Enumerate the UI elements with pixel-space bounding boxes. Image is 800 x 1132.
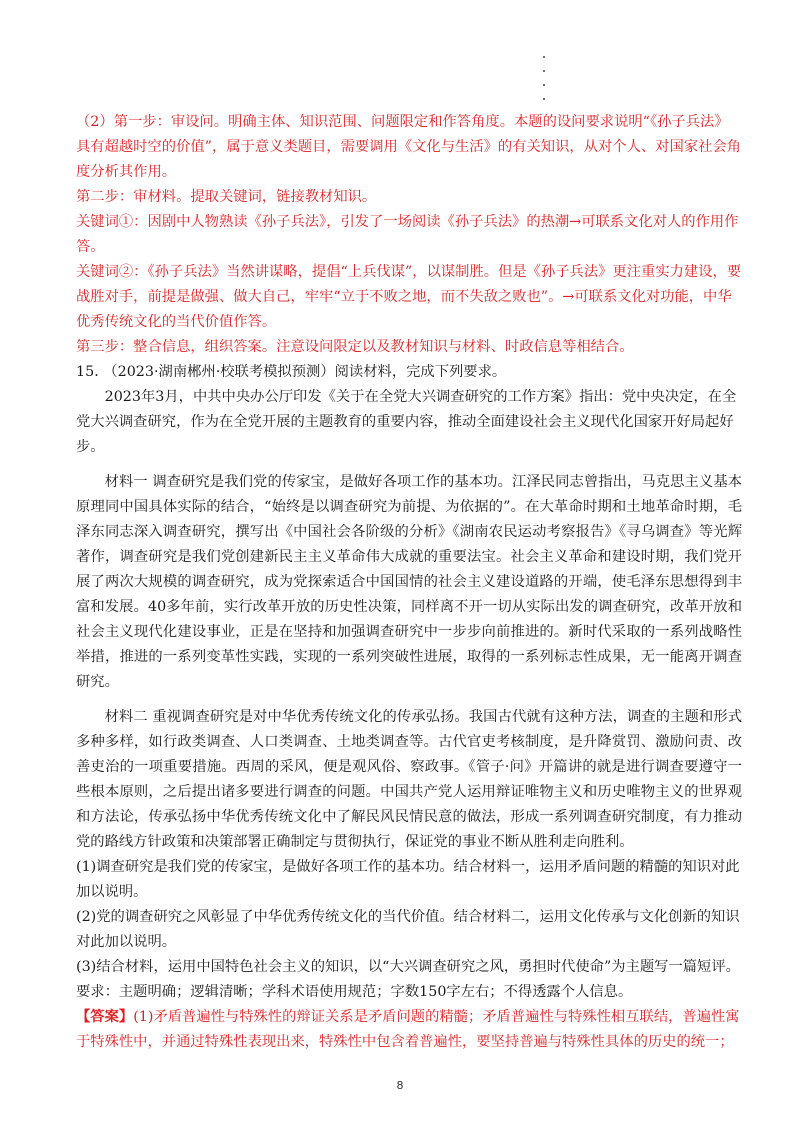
question-header: [76, 360, 742, 385]
answer-text: (1)矛盾普遍性与特殊性的辩证关系是矛盾问题的精髓；矛盾普遍性与特殊性相互联结，普遍性寓于特殊性中，并通过特殊性表现出来，特殊性中包含着普遍性，要坚持普遍与特殊性具体的历史的统一；: [76, 1009, 740, 1050]
analysis-section: [76, 110, 742, 360]
page-number: 8: [396, 1079, 404, 1092]
analysis-step1: （2）第一步：审设问。明确主体、知识范围、问题限定和作答角度。本题的设问要求说明“《孙子兵法》具有超越时空的价值”，属于意义类题目，需要调用《文化与生活》的有关知识，从对个人、对国家社会角度分析其作用。: [76, 114, 741, 180]
answer-section: [76, 1005, 742, 1055]
answer-paragraph: [76, 1005, 742, 1055]
analysis-keyword1: 关键词①：因剧中人物熟读《孙子兵法》，引发了一场阅读《孙子兵法》的热潮→可联系文化对人的作用作答。: [76, 214, 739, 255]
sub-question-1: (1)调查研究是我们党的传家宝，是做好各项工作的基本功。结合材料一，运用矛盾问题的精髓的知识对此加以说明。: [76, 859, 740, 900]
analysis-keyword2: 关键词②：《孙子兵法》当然讲谋略，提倡“上兵伐谋”，以谋制胜。但是《孙子兵法》更注重实力建设，要战胜对手，前提是做强、做大自己，牢牢“立于不败之地，而不失敌之败也”。→可联系文化对功能，中华优秀传统文化的当代价值作答。: [76, 264, 742, 330]
sub-question-2: (2)党的调查研究之风彰显了中华优秀传统文化的当代价值。结合材料二，运用文化传承与文化创新的知识对此加以说明。: [76, 909, 740, 950]
sub-question-3: (3)结合材料，运用中国特色社会主义的知识，以“大兴调查研究之风，勇担时代使命”为主题写一篇短评。: [76, 959, 740, 975]
question-requirement: 要求：主题明确；逻辑清晰；学科术语使用规范；字数150字左右；不得透露个人信息。: [76, 984, 633, 1000]
question-number: 15.: [76, 364, 99, 380]
material-one: 材料一 调查研究是我们党的传家宝，是做好各项工作的基本功。江泽民同志曾指出，马克思主义基本原理同中国具体实际的结合，“始终是以调查研究为前提、为依据的”。在大革命时期和土地革命时期，毛泽东同志深入调查研究，撰写出《中国社会各阶级的分析》《湖南农民运动考察报告》《寻乌调查》等光辉著作，调查研究是我们党创建新民主主义革命伟大成就的重要法宝。社会主义革命和建设时期，我们党开展了两次大规模的调查研究，成为党探索适合中国国情的社会主义建设道路的开端，使毛泽东思想得到丰富和发展。40多年前，实行改革开放的历史性决策，同样离不开一切从实际出发的调查研究，改革开放和社会主义现代化建设事业，正是在坚持和加强调查研究中一步步向前推进的。新时代采取的一系列战略性举措，推进的一系列变革性实践，实现的一系列突破性进展，取得的一系列标志性成果，无一能离开调查研究。: [76, 474, 742, 690]
material-two: 材料二 重视调查研究是对中华优秀传统文化的传承弘扬。我国古代就有这种方法，调查的主题和形式多种多样，如行政类调查、人口类调查、土地类调查等。古代官吏考核制度，是升降赏罚、激励问责、改善吏治的一项重要措施。西周的采风，便是观风俗、察政事。《管子·问》开篇讲的就是进行调查要遵守一些根本原则，之后提出诸多要进行调查的问题。中国共产党人运用辩证唯物主义和历史唯物主义的世界观和方法论，传承弘扬中华优秀传统文化中了解民风民情民意的做法，形成一系列调查研究制度，有力推动党的路线方针政策和决策部署正确制定与贯彻执行，保证党的事业不断从胜利走向胜利。: [76, 709, 742, 850]
page-content: [76, 110, 742, 1055]
question-source: （2023·湖南郴州·校联考模拟预测）阅读材料，完成下列要求。: [103, 364, 507, 380]
page-corner-dots: [540, 56, 548, 112]
question-section: [76, 360, 742, 1005]
answer-tag: 【答案】: [76, 1009, 134, 1025]
analysis-step2: 第二步：审材料。提取关键词，链接教材知识。: [76, 189, 377, 205]
analysis-step3: 第三步：整合信息，组织答案。注意设问限定以及教材知识与材料、时政信息等相结合。: [76, 339, 634, 355]
question-intro: 2023年3月，中共中央办公厅印发《关于在全党大兴调查研究的工作方案》指出：党中央决定，在全党大兴调查研究，作为在全党开展的主题教育的重要内容，推动全面建设社会主义现代化国家开好局起好步。: [76, 389, 737, 455]
